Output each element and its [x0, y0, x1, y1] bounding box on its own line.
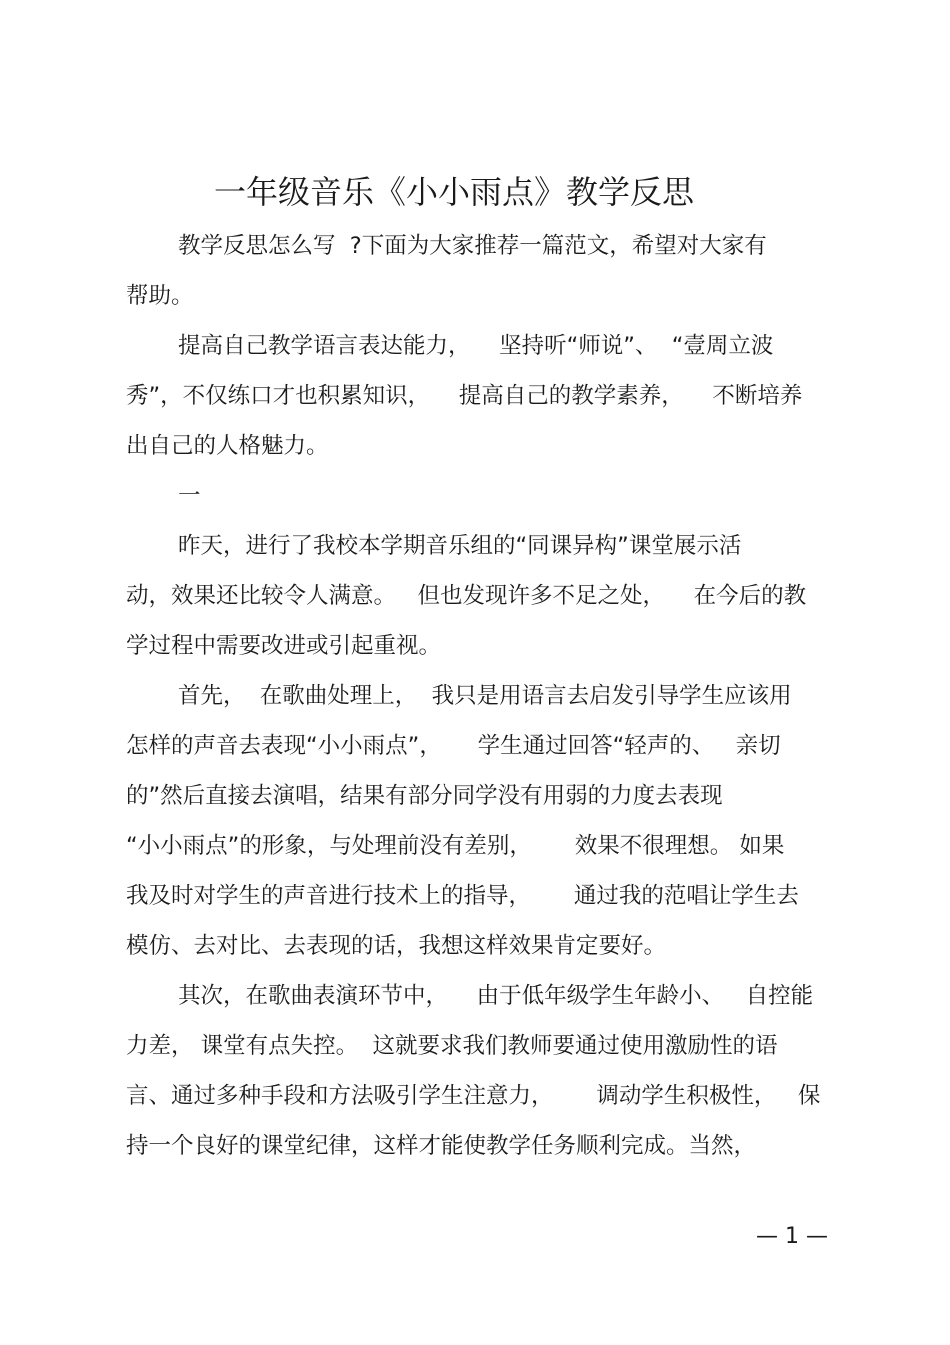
body-line: 其次，在歌曲表演环节中， 由于低年级学生年龄小、 自控能 [178, 983, 814, 1009]
body-line: 学过程中需要改进或引起重视。 [126, 633, 442, 659]
body-line: “小小雨点”的形象，与处理前没有差别， 效果不很理想。 如果 [126, 833, 785, 859]
body-line: 昨天，进行了我校本学期音乐组的“同课异构”课堂展示活 [178, 533, 742, 559]
body-line: 动，效果还比较令人满意。 但也发现许多不足之处， 在今后的教 [126, 583, 807, 609]
body-line: 提高自己教学语言表达能力， 坚持听“师说”、 “壹周立波 [178, 333, 774, 359]
body-line: 出自己的人格魅力。 [126, 433, 329, 459]
body-line: 的”然后直接去演唱，结果有部分同学没有用弱的力度去表现 [126, 783, 723, 809]
page-number: — 1 — [756, 1224, 828, 1249]
section-marker: 一 [178, 483, 201, 509]
body-line: 力差， 课堂有点失控。 这就要求我们教师要通过使用激励性的语 [126, 1033, 778, 1059]
body-line: 教学反思怎么写 ?下面为大家推荐一篇范文，希望对大家有 [178, 233, 767, 259]
body-line: 持一个良好的课堂纪律，这样才能使教学任务顺利完成。当然， [126, 1133, 757, 1159]
body-line: 模仿、去对比、去表现的话，我想这样效果肯定要好。 [126, 933, 667, 959]
body-line: 首先， 在歌曲处理上， 我只是用语言去启发引导学生应该用 [178, 683, 792, 709]
document-title: 一年级音乐《小小雨点》教学反思 [213, 173, 694, 211]
body-line: 言、通过多种手段和方法吸引学生注意力， 调动学生积极性， 保 [126, 1083, 821, 1109]
body-line: 秀”，不仅练口才也积累知识， 提高自己的教学素养， 不断培养 [126, 383, 803, 409]
body-line: 帮助。 [126, 283, 194, 309]
body-line: 怎样的声音去表现“小小雨点”， 学生通过回答“轻声的、 亲切 [126, 733, 781, 759]
body-line: 我及时对学生的声音进行技术上的指导， 通过我的范唱让学生去 [126, 883, 799, 909]
